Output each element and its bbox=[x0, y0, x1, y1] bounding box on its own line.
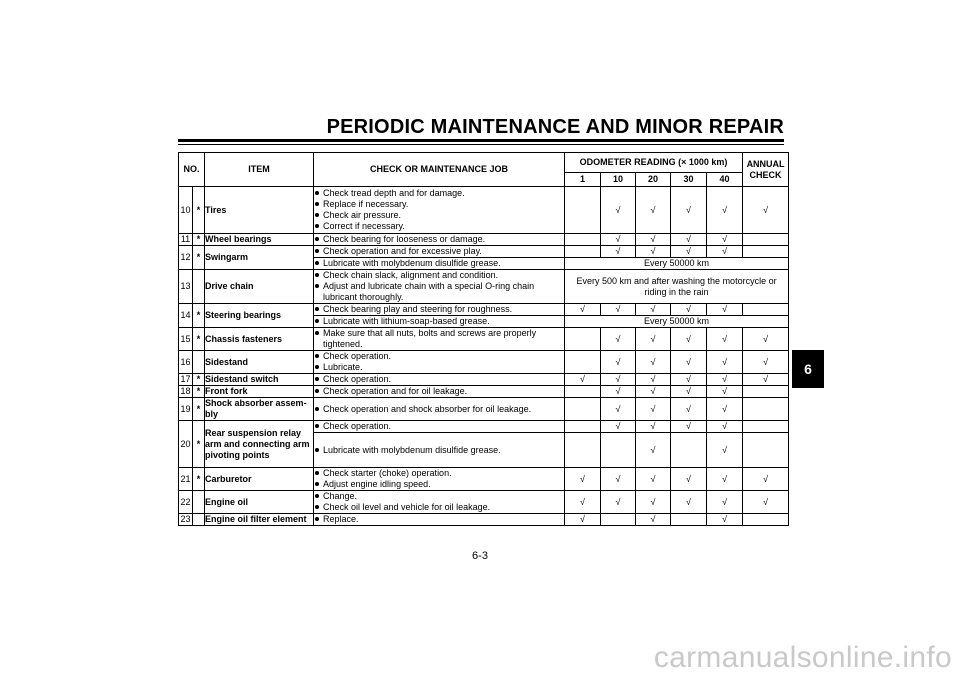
check-cell: √ bbox=[707, 514, 743, 526]
job-item: Change. bbox=[314, 491, 564, 502]
job-cell bbox=[314, 386, 565, 398]
check-cell: √ bbox=[601, 468, 636, 491]
job-item: Make sure that all nuts, bolts and screws are properly tightened. bbox=[314, 328, 564, 350]
header-interval: 20 bbox=[636, 173, 671, 187]
check-cell bbox=[565, 234, 601, 246]
check-cell: √ bbox=[707, 187, 743, 234]
row-asterisk: * bbox=[193, 468, 205, 491]
check-cell: √ bbox=[707, 328, 743, 351]
check-cell bbox=[743, 304, 789, 316]
job-item: Lubricate. bbox=[314, 362, 564, 373]
check-cell: √ bbox=[636, 386, 671, 398]
check-cell: √ bbox=[636, 246, 671, 258]
check-cell: √ bbox=[565, 514, 601, 526]
job-item: Check bearing for looseness or damage. bbox=[314, 234, 564, 245]
check-cell: √ bbox=[743, 187, 789, 234]
check-cell: √ bbox=[601, 234, 636, 246]
job-item: Check operation and for oil leakage. bbox=[314, 386, 564, 397]
job-cell bbox=[314, 514, 565, 526]
header-interval: 30 bbox=[671, 173, 707, 187]
check-cell: √ bbox=[707, 491, 743, 514]
item-name: Engine oil bbox=[205, 491, 314, 514]
row-number: 23 bbox=[180, 514, 191, 524]
check-cell: √ bbox=[671, 234, 707, 246]
row-number: 11 bbox=[179, 234, 193, 246]
maintenance-table bbox=[178, 152, 789, 526]
table-row bbox=[179, 374, 789, 386]
check-cell: √ bbox=[707, 386, 743, 398]
job-item: Lubricate with molybdenum disulfide grease. bbox=[314, 445, 564, 456]
job-item: Correct if necessary. bbox=[314, 221, 564, 232]
check-cell bbox=[743, 234, 789, 246]
check-cell: √ bbox=[671, 304, 707, 316]
check-cell bbox=[601, 514, 636, 526]
check-cell: √ bbox=[565, 374, 601, 386]
job-cell bbox=[314, 398, 565, 421]
job-item: Check oil level and vehicle for oil leakage. bbox=[314, 502, 564, 513]
row-asterisk: * bbox=[193, 246, 205, 270]
row-asterisk bbox=[193, 491, 205, 514]
job-list bbox=[314, 270, 564, 303]
job-list bbox=[314, 421, 564, 432]
check-cell: √ bbox=[671, 328, 707, 351]
row-number: 20 bbox=[179, 421, 193, 468]
table-row bbox=[179, 187, 789, 234]
job-cell bbox=[314, 374, 565, 386]
item-name: Carburetor bbox=[205, 468, 314, 491]
job-list bbox=[314, 328, 564, 350]
check-cell bbox=[565, 433, 601, 468]
job-cell bbox=[314, 433, 565, 468]
check-cell: √ bbox=[636, 304, 671, 316]
check-cell bbox=[565, 246, 601, 258]
row-asterisk: * bbox=[193, 328, 205, 351]
watermark: carmanualsonline.info bbox=[653, 641, 952, 674]
item-name: Engine oil filter element bbox=[205, 514, 314, 526]
check-cell: √ bbox=[636, 491, 671, 514]
job-item: Replace if necessary. bbox=[314, 199, 564, 210]
job-list bbox=[314, 234, 564, 245]
job-cell bbox=[314, 468, 565, 491]
job-cell bbox=[314, 270, 565, 304]
check-cell: √ bbox=[671, 246, 707, 258]
interval-note: Every 50000 km bbox=[565, 258, 789, 270]
row-asterisk: * bbox=[193, 187, 205, 234]
row-number: 22 bbox=[179, 491, 193, 514]
job-cell bbox=[314, 491, 565, 514]
check-cell: √ bbox=[707, 433, 743, 468]
item-name: Sidestand bbox=[205, 351, 314, 374]
check-cell: √ bbox=[671, 374, 707, 386]
check-cell: √ bbox=[636, 187, 671, 234]
check-cell bbox=[743, 421, 789, 433]
check-cell: √ bbox=[671, 421, 707, 433]
check-cell: √ bbox=[671, 398, 707, 421]
job-item: Check operation and shock absorber for oil leakage. bbox=[314, 404, 564, 415]
check-cell: √ bbox=[636, 374, 671, 386]
check-cell bbox=[671, 433, 707, 468]
check-cell: √ bbox=[707, 374, 743, 386]
table-row bbox=[179, 234, 789, 246]
table-row bbox=[179, 514, 789, 526]
job-item: Lubricate with molybdenum disulfide grease. bbox=[314, 258, 564, 269]
row-number: 21 bbox=[179, 468, 193, 491]
check-cell: √ bbox=[743, 351, 789, 374]
job-item: Check operation. bbox=[314, 351, 564, 362]
row-number: 12 bbox=[179, 246, 193, 270]
check-cell: √ bbox=[707, 304, 743, 316]
interval-note: Every 50000 km bbox=[565, 316, 789, 328]
item-name: Chassis fasteners bbox=[205, 328, 314, 351]
row-asterisk: * bbox=[193, 374, 205, 386]
row-number: 13 bbox=[179, 270, 193, 304]
table-row bbox=[179, 468, 789, 491]
table-row bbox=[179, 328, 789, 351]
job-cell bbox=[314, 351, 565, 374]
header-odometer: ODOMETER READING (× 1000 km) bbox=[565, 153, 743, 173]
check-cell: √ bbox=[707, 468, 743, 491]
check-cell bbox=[743, 433, 789, 468]
check-cell: √ bbox=[707, 246, 743, 258]
job-cell bbox=[314, 187, 565, 234]
item-name: Shock absorber assem-bly bbox=[205, 398, 314, 421]
check-cell: √ bbox=[743, 374, 789, 386]
item-name: Tires bbox=[205, 187, 314, 234]
row-asterisk: * bbox=[193, 304, 205, 328]
row-number: 14 bbox=[179, 304, 193, 328]
job-list bbox=[314, 188, 564, 232]
row-asterisk: * bbox=[193, 386, 205, 398]
job-list bbox=[314, 304, 564, 315]
table-row bbox=[179, 270, 789, 304]
check-cell: √ bbox=[601, 386, 636, 398]
check-cell: √ bbox=[636, 421, 671, 433]
check-cell bbox=[565, 421, 601, 433]
check-cell: √ bbox=[743, 468, 789, 491]
row-number: 17 bbox=[180, 374, 191, 384]
job-item: Check operation. bbox=[314, 374, 564, 385]
header-annual: ANNUAL CHECK bbox=[743, 153, 789, 187]
check-cell: √ bbox=[707, 398, 743, 421]
check-cell bbox=[565, 386, 601, 398]
check-cell bbox=[601, 433, 636, 468]
chapter-tab: 6 bbox=[792, 350, 824, 388]
job-item: Check operation. bbox=[314, 421, 564, 432]
check-cell bbox=[671, 514, 707, 526]
item-name: Steering bearings bbox=[205, 304, 314, 328]
job-cell bbox=[314, 304, 565, 316]
job-list bbox=[314, 468, 564, 490]
job-list bbox=[314, 246, 564, 257]
check-cell: √ bbox=[601, 328, 636, 351]
job-cell bbox=[314, 421, 565, 433]
row-asterisk bbox=[193, 351, 205, 374]
job-list bbox=[314, 351, 564, 373]
check-cell: √ bbox=[636, 398, 671, 421]
check-cell: √ bbox=[601, 491, 636, 514]
item-name: Front fork bbox=[205, 386, 314, 398]
check-cell: √ bbox=[565, 304, 601, 316]
check-cell bbox=[565, 328, 601, 351]
check-cell: √ bbox=[636, 514, 671, 526]
item-name: Rear suspension relay arm and connecting arm pivoting points bbox=[205, 421, 314, 468]
row-number: 19 bbox=[179, 398, 193, 421]
check-cell bbox=[565, 351, 601, 374]
job-cell bbox=[314, 246, 565, 258]
header-no: NO. bbox=[179, 153, 205, 187]
check-cell: √ bbox=[601, 421, 636, 433]
job-item: Adjust and lubricate chain with a special O-ring chain lubricant thoroughly. bbox=[314, 281, 564, 303]
check-cell: √ bbox=[743, 491, 789, 514]
table-row bbox=[179, 421, 789, 433]
check-cell: √ bbox=[565, 468, 601, 491]
job-item: Adjust engine idling speed. bbox=[314, 479, 564, 490]
check-cell bbox=[743, 386, 789, 398]
table-row bbox=[179, 246, 789, 258]
job-cell bbox=[314, 234, 565, 246]
job-list bbox=[314, 374, 564, 385]
item-name: Swingarm bbox=[205, 246, 314, 270]
row-asterisk: * bbox=[193, 398, 205, 421]
job-item: Check operation and for excessive play. bbox=[314, 246, 564, 257]
job-list bbox=[314, 491, 564, 513]
check-cell bbox=[743, 398, 789, 421]
table-row bbox=[179, 304, 789, 316]
check-cell: √ bbox=[601, 246, 636, 258]
check-cell bbox=[565, 398, 601, 421]
check-cell: √ bbox=[565, 491, 601, 514]
check-cell: √ bbox=[707, 234, 743, 246]
table-row bbox=[179, 386, 789, 398]
check-cell: √ bbox=[671, 386, 707, 398]
table-row bbox=[179, 398, 789, 421]
item-name: Sidestand switch bbox=[205, 374, 314, 386]
job-list bbox=[314, 258, 564, 269]
check-cell: √ bbox=[601, 351, 636, 374]
check-cell: √ bbox=[636, 351, 671, 374]
item-name: Drive chain bbox=[205, 270, 314, 304]
title-rule bbox=[178, 139, 784, 142]
row-number: 18 bbox=[180, 386, 191, 396]
check-cell: √ bbox=[671, 351, 707, 374]
page-number: 6-3 bbox=[472, 550, 488, 562]
job-item: Check tread depth and for damage. bbox=[314, 188, 564, 199]
check-cell: √ bbox=[636, 234, 671, 246]
job-cell bbox=[314, 328, 565, 351]
check-cell bbox=[743, 514, 789, 526]
page-title: PERIODIC MAINTENANCE AND MINOR REPAIR bbox=[326, 116, 784, 138]
table-body bbox=[179, 187, 789, 526]
job-list bbox=[314, 445, 564, 456]
check-cell: √ bbox=[636, 468, 671, 491]
row-number: 10 bbox=[179, 187, 193, 234]
check-cell: √ bbox=[601, 304, 636, 316]
job-item: Replace. bbox=[314, 514, 564, 525]
check-cell: √ bbox=[601, 187, 636, 234]
row-asterisk: * bbox=[193, 234, 205, 246]
check-cell: √ bbox=[601, 374, 636, 386]
table-row bbox=[179, 491, 789, 514]
check-cell bbox=[565, 187, 601, 234]
job-item: Check starter (choke) operation. bbox=[314, 468, 564, 479]
title-rule-thin bbox=[178, 144, 784, 145]
check-cell: √ bbox=[671, 468, 707, 491]
job-cell bbox=[314, 316, 565, 328]
check-cell: √ bbox=[707, 421, 743, 433]
job-item: Lubricate with lithium-soap-based grease. bbox=[314, 316, 564, 327]
check-cell: √ bbox=[671, 187, 707, 234]
row-asterisk: * bbox=[193, 421, 205, 468]
check-cell: √ bbox=[636, 433, 671, 468]
check-cell: √ bbox=[671, 491, 707, 514]
row-number: 15 bbox=[179, 328, 193, 351]
interval-note: Every 500 km and after washing the motorcycle or riding in the rain bbox=[565, 270, 789, 304]
header-job: CHECK OR MAINTENANCE JOB bbox=[314, 153, 565, 187]
item-name: Wheel bearings bbox=[205, 234, 314, 246]
header-item: ITEM bbox=[205, 153, 314, 187]
header-interval: 1 bbox=[565, 173, 601, 187]
job-list bbox=[314, 316, 564, 327]
table-row bbox=[179, 351, 789, 374]
check-cell: √ bbox=[636, 328, 671, 351]
row-asterisk bbox=[193, 514, 205, 526]
check-cell: √ bbox=[601, 398, 636, 421]
header-interval: 10 bbox=[601, 173, 636, 187]
job-list bbox=[314, 404, 564, 415]
check-cell: √ bbox=[743, 328, 789, 351]
row-number: 16 bbox=[179, 351, 193, 374]
check-cell bbox=[743, 246, 789, 258]
header-interval: 40 bbox=[707, 173, 743, 187]
check-cell: √ bbox=[707, 351, 743, 374]
job-cell bbox=[314, 258, 565, 270]
job-list bbox=[314, 514, 564, 525]
job-item: Check air pressure. bbox=[314, 210, 564, 221]
job-item: Check chain slack, alignment and condition. bbox=[314, 270, 564, 281]
job-item: Check bearing play and steering for roughness. bbox=[314, 304, 564, 315]
row-asterisk bbox=[193, 270, 205, 304]
job-list bbox=[314, 386, 564, 397]
